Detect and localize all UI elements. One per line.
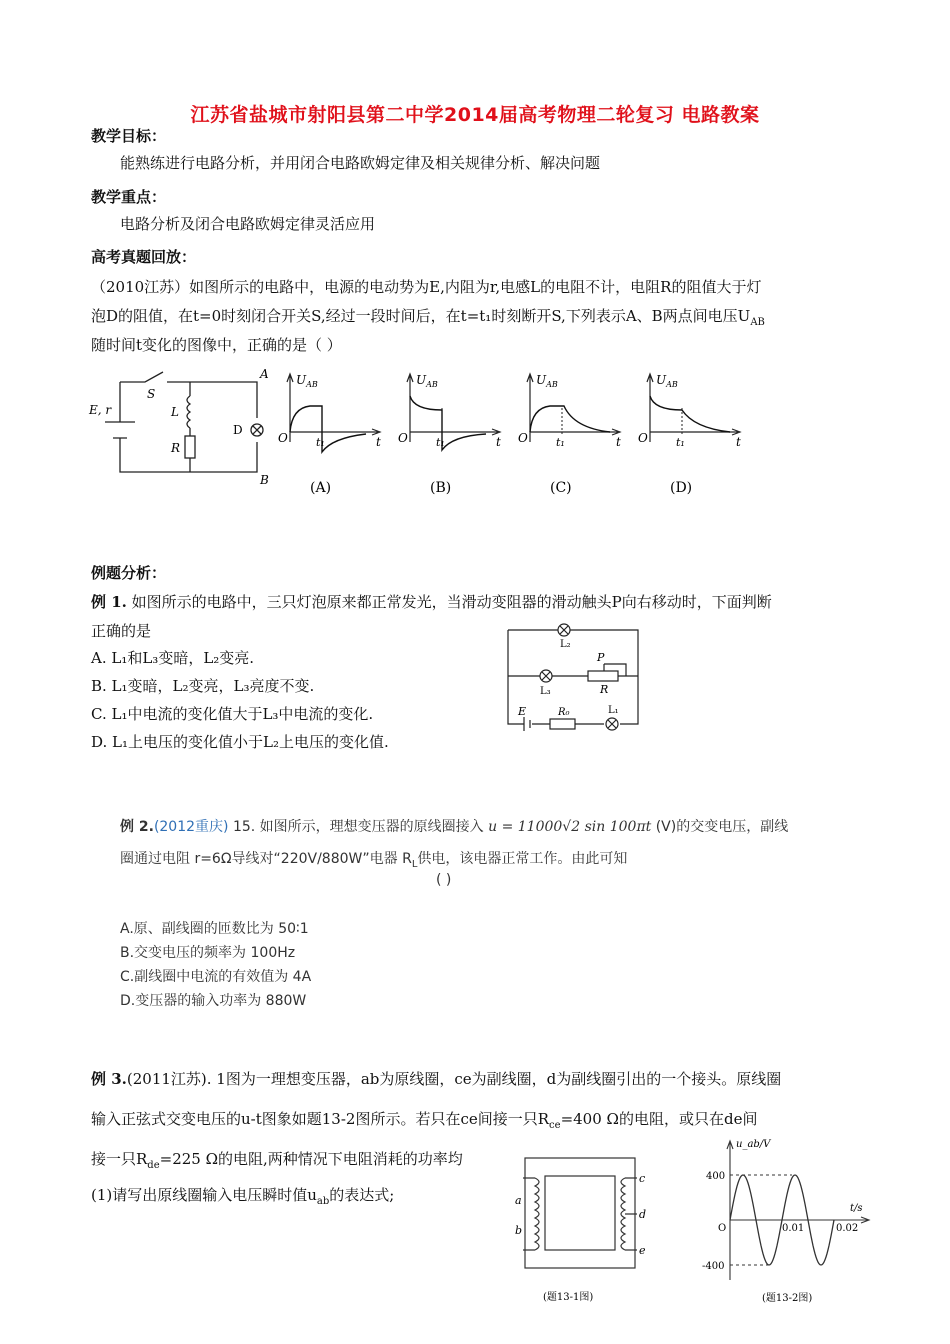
graph-option-label: (D) xyxy=(670,480,693,496)
ex1-label: 例 1. xyxy=(91,593,127,611)
ex2-option-a: A.原、副线圈的匝数比为 50∶1 xyxy=(120,921,309,937)
ex2-source: (2012重庆) xyxy=(153,819,229,835)
ex1-label-l1: L₁ xyxy=(608,705,619,716)
ex3-line-2: 输入正弦式交变电压的u-t图象如题13-2图所示。若只在ce间接一只$R_{ce}=400$ Ω的电阻，或只在de间 xyxy=(91,1110,758,1131)
graph-origin: O xyxy=(638,431,648,445)
circuit-label-a: A xyxy=(260,368,269,381)
ex1-line-2: 正确的是 xyxy=(91,622,152,640)
ex1-option-a: A. L₁和L₃变暗，L₂变亮. xyxy=(91,649,255,667)
circuit-label-s: S xyxy=(147,387,156,401)
graph-ylabel: $U_{AB}$ xyxy=(656,373,678,389)
ex1-label-e: E xyxy=(518,705,527,718)
graph-option-label: (B) xyxy=(430,480,452,496)
graph-t1: t₁ xyxy=(436,436,445,449)
graph-ylabel: $U_{AB}$ xyxy=(416,373,438,389)
graph-c xyxy=(518,373,621,496)
graph-b xyxy=(398,373,501,496)
ex3-line-3: 接一只$R_{de}=225$ Ω的电阻,两种情况下电阻消耗的功率均 xyxy=(91,1150,463,1171)
ex1-option-d: D. L₁上电压的变化值小于L₂上电压的变化值. xyxy=(91,733,389,751)
ex2-option-d: D.变压器的输入功率为 880W xyxy=(120,993,307,1009)
ex2-label: 例 2. xyxy=(120,819,154,835)
graph-d xyxy=(638,373,741,496)
review-heading: 高考真题回放： xyxy=(91,248,197,266)
graph-t1: t₁ xyxy=(316,436,325,449)
ex3-line-1: 例 3.(2011江苏). 1图为一理想变压器，ab为原线圈，ce为副线圈，d为副线圈引出的一个接头。原线圈 xyxy=(91,1070,782,1088)
keypoints-heading: 教学重点： xyxy=(91,188,167,206)
fig1-label-b: b xyxy=(515,1224,523,1237)
graph-option-label: (A) xyxy=(310,480,332,496)
circuit-label-er: E, r xyxy=(89,403,112,417)
ex1-option-b: B. L₁变暗，L₂变亮，L₃亮度不变. xyxy=(91,677,315,695)
graph-origin: O xyxy=(278,431,288,445)
ex1-label-r: R xyxy=(600,683,609,696)
fig1-label-d: d xyxy=(639,1208,647,1221)
fig2-xlabel: t/s xyxy=(850,1203,863,1214)
graph-a xyxy=(278,373,381,496)
graph-curve xyxy=(650,396,730,432)
ex3-label: 例 3. xyxy=(91,1070,127,1088)
keypoints-text: 电路分析及闭合电路欧姆定律灵活应用 xyxy=(120,215,376,233)
fig1-caption: (题13-1图) xyxy=(543,1292,594,1303)
ex2-option-c: C.副线圈中电流的有效值为 4A xyxy=(120,969,312,985)
ex2-line-2: 圈通过电阻 r=6Ω导线对“220V/880W”电器 $R_L$供电，该电器正常工作。由此可知 xyxy=(120,851,628,870)
fig2-t2: 0.02 xyxy=(836,1223,859,1234)
graph-origin: O xyxy=(518,431,528,445)
fig2-ymax: 400 xyxy=(706,1171,726,1182)
fig2-t1: 0.01 xyxy=(782,1223,805,1234)
graph-t1: t₁ xyxy=(676,436,685,449)
fig1-label-a: a xyxy=(515,1194,522,1207)
fig2-caption: (题13-2图) xyxy=(762,1293,813,1304)
review-circuit-diagram xyxy=(85,368,285,488)
review-graphs xyxy=(270,370,750,500)
graph-origin: O xyxy=(398,431,408,445)
objectives-heading: 教学目标： xyxy=(91,127,167,145)
review-line-2: 泡D的阻值，在t=0时刻闭合开关S,经过一段时间后，在t=t₁时刻断开S,下列表示A、B两点间电压$U_{AB}$ xyxy=(91,307,765,328)
ex2-formula: u = 11000√2 sin 100πt xyxy=(488,819,652,835)
ex1-label-l2: L₂ xyxy=(560,639,571,650)
fig2-ymin: -400 xyxy=(702,1261,725,1272)
graph-ylabel: $U_{AB}$ xyxy=(536,373,558,389)
graph-curve xyxy=(410,396,486,450)
ex1-option-c: C. L₁中电流的变化值大于L₃中电流的变化. xyxy=(91,705,374,723)
ex2-option-b: B.交变电压的频率为 100Hz xyxy=(120,945,296,961)
fig1-label-e: e xyxy=(639,1244,646,1257)
graph-t1: t₁ xyxy=(556,436,565,449)
circuit-label-b: B xyxy=(260,473,269,487)
graph-xlabel: t xyxy=(376,435,381,449)
graph-curve xyxy=(530,406,610,432)
fig2-ylabel: u_ab/V xyxy=(736,1139,771,1150)
graph-ylabel: $U_{AB}$ xyxy=(296,373,318,389)
objectives-text: 能熟练进行电路分析，并用闭合电路欧姆定律及相关规律分析、解决问题 xyxy=(120,154,601,172)
ex2-answer-blank: ( ) xyxy=(436,872,452,888)
graph-xlabel: t xyxy=(496,435,501,449)
ex3-voltage-graph xyxy=(700,1135,875,1310)
graph-xlabel: t xyxy=(736,435,741,449)
review-line-3: 随时间t变化的图像中，正确的是（ ） xyxy=(91,336,342,354)
fig2-origin: O xyxy=(718,1223,727,1234)
page-title: 江苏省盐城市射阳县第二中学2014届高考物理二轮复习 电路教案 xyxy=(190,104,760,126)
ex1-label-l3: L₃ xyxy=(540,686,551,697)
circuit-label-d: D xyxy=(233,423,243,437)
review-line-1: （2010江苏）如图所示的电路中，电源的电动势为E,内阻为r,电感L的电阻不计，电阻R的阻值大于灯 xyxy=(91,278,762,296)
fig1-label-c: c xyxy=(639,1172,646,1185)
graph-option-label: (C) xyxy=(550,480,572,496)
circuit-label-r: R xyxy=(171,441,181,455)
ex1-label-p: P xyxy=(597,651,605,664)
ex2-line-1: 例 2.(2012重庆) 15. 如图所示，理想变压器的原线圈接入 u = 11000√2 sin 100πt (V)的交变电压，副线 xyxy=(120,819,789,835)
examples-heading: 例题分析： xyxy=(91,564,167,582)
ex3-transformer-figure xyxy=(505,1150,665,1310)
ex1-line-1: 例 1. 如图所示的电路中，三只灯泡原来都正常发光，当滑动变阻器的滑动触头P向右移动时，下面判断 xyxy=(91,593,772,611)
graph-xlabel: t xyxy=(616,435,621,449)
circuit-label-l: L xyxy=(171,405,179,419)
ex3-question-1: (1)请写出原线圈输入电压瞬时值$u_{ab}$的表达式; xyxy=(91,1186,395,1207)
ex1-label-r0: R₀ xyxy=(558,707,570,718)
graph-curve xyxy=(290,406,366,452)
ex1-circuit-diagram xyxy=(500,620,650,740)
